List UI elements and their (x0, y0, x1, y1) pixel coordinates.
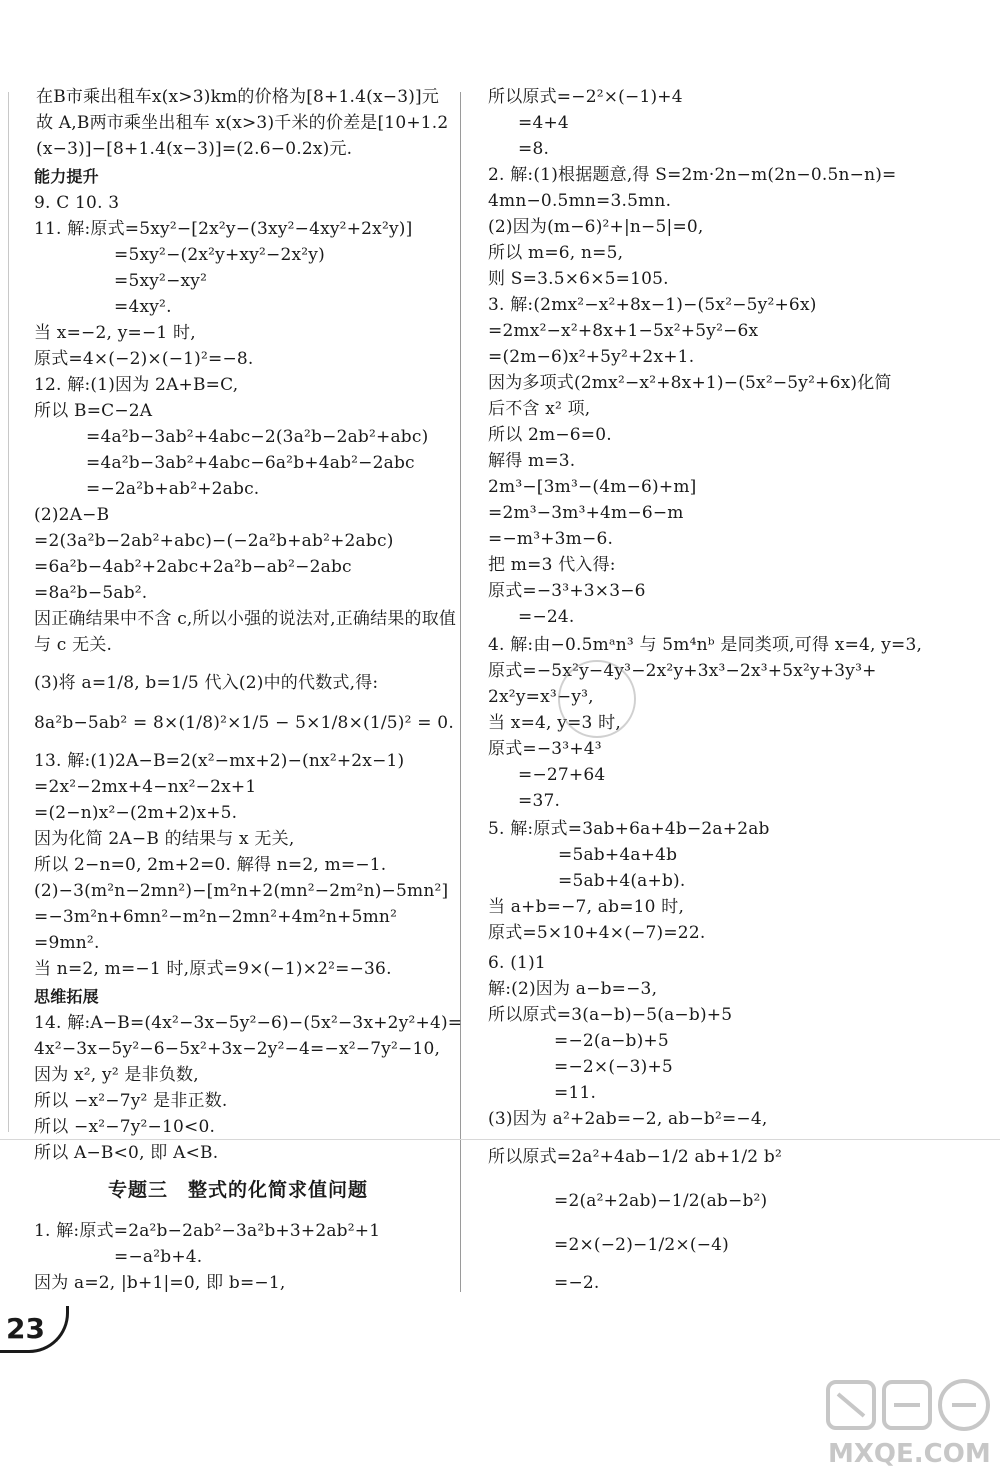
answer-line: 因为化简 2A−B 的结果与 x 无关, (34, 829, 295, 849)
answer-line: =8. (518, 139, 550, 159)
section-heading: 思维拓展 (34, 987, 99, 1006)
answer-line: 因为多项式(2mx²−x²+8x+1)−(5x²−5y²+6x)化简 (488, 373, 892, 393)
answer-line: 把 m=3 代入得: (488, 555, 616, 575)
answer-line: 4. 解:由−0.5mᵃn³ 与 5m⁴nᵇ 是同类项,可得 x=4, y=3, (488, 635, 923, 655)
answer-line: =−a²b+4. (114, 1247, 203, 1267)
answer-line: (2)因为(m−6)²+|n−5|=0, (488, 217, 704, 237)
answer-line: 原式=5×10+4×(−7)=22. (488, 923, 706, 943)
answer-line: 2. 解:(1)根据题意,得 S=2m·2n−m(2n−0.5n−n)= (488, 165, 897, 185)
answer-line: =(2−n)x²−(2m+2)x+5. (34, 803, 238, 823)
answer-line: =5xy²−xy² (114, 271, 208, 291)
answer-line: =5ab+4(a+b). (558, 871, 686, 891)
answer-line: 所以 −x²−7y²−10<0. (34, 1117, 216, 1137)
answer-line: 所以 2m−6=0. (488, 425, 612, 445)
answer-line: =5ab+4a+4b (558, 845, 678, 865)
section-heading: 能力提升 (34, 167, 99, 186)
answer-line: 原式=−3³+4³ (488, 739, 602, 759)
answer-line: =(2m−6)x²+5y²+2x+1. (488, 347, 695, 367)
answer-line: 2x²y=x³−y³, (488, 687, 594, 707)
answer-line: =−2a²b+ab²+2abc. (86, 479, 260, 499)
answer-line: 所以原式=3(a−b)−5(a−b)+5 (488, 1005, 733, 1025)
answer-line: (x−3)]−[8+1.4(x−3)]=(2.6−0.2x)元. (36, 139, 353, 159)
answer-line: 因为 a=2, |b+1|=0, 即 b=−1, (34, 1273, 286, 1293)
answer-line: =2mx²−x²+8x+1−5x²+5y²−6x (488, 321, 759, 341)
answer-line: =−2. (554, 1273, 600, 1293)
answer-line: =−24. (518, 607, 575, 627)
watermark-url: MXQE.COM (828, 1439, 991, 1469)
answer-line: 原式=−5x²y−4y³−2x²y+3x³−2x³+5x²y+3y³+ (488, 661, 877, 681)
answer-line: 与 c 无关. (34, 635, 113, 655)
answer-line: =4xy². (114, 297, 172, 317)
section-title: 专题三 整式的化简求值问题 (108, 1179, 369, 1201)
answer-line: 所以原式=−2²×(−1)+4 (488, 87, 683, 107)
faded-stamp (558, 660, 636, 738)
answer-line: 原式=−3³+3×3−6 (488, 581, 646, 601)
answer-line: 所以原式=2a²+4ab−1/2 ab+1/2 b² (488, 1147, 783, 1167)
page-number: 23 (6, 1312, 45, 1345)
answer-line: =2(3a²b−2ab²+abc)−(−2a²b+ab²+2abc) (34, 531, 394, 551)
answer-line: =5xy²−(2x²y+xy²−2x²y) (114, 245, 325, 265)
answer-line: =2(a²+2ab)−1/2(ab−b²) (554, 1191, 768, 1211)
watermark-logo-graphic (822, 1376, 1000, 1471)
answer-line: 所以 A−B<0, 即 A<B. (34, 1143, 219, 1163)
answer-line: 当 n=2, m=−1 时,原式=9×(−1)×2²=−36. (34, 959, 392, 979)
answer-line: 因正确结果中不含 c,所以小强的说法对,正确结果的取值 (34, 609, 457, 629)
watermark-logo (822, 1376, 1000, 1471)
answer-line: 所以 2−n=0, 2m+2=0. 解得 n=2, m=−1. (34, 855, 387, 875)
answer-line: =−2×(−3)+5 (554, 1057, 673, 1077)
answer-line: =4a²b−3ab²+4abc−6a²b+4ab²−2abc (86, 453, 415, 473)
answer-line: 原式=4×(−2)×(−1)²=−8. (34, 349, 254, 369)
answer-line: 9. C 10. 3 (34, 193, 120, 213)
answer-line: 1. 解:原式=2a²b−2ab²−3a²b+3+2ab²+1 (34, 1221, 381, 1241)
answer-line: =8a²b−5ab². (34, 583, 148, 603)
answer-line: =9mn². (34, 933, 100, 953)
answer-line: 3. 解:(2mx²−x²+8x−1)−(5x²−5y²+6x) (488, 295, 817, 315)
answer-line: 后不含 x² 项, (488, 399, 591, 419)
answer-line: 8a²b−5ab² = 8×(1/8)²×1/5 − 5×1/8×(1/5)² = 0. (34, 713, 454, 733)
answer-line: 所以 −x²−7y² 是非正数. (34, 1091, 228, 1111)
answer-line: =2×(−2)−1/2×(−4) (554, 1235, 730, 1255)
answer-line: 因为 x², y² 是非负数, (34, 1065, 199, 1085)
answer-line: =4+4 (518, 113, 569, 133)
answer-line: (3)因为 a²+2ab=−2, ab−b²=−4, (488, 1109, 768, 1129)
answer-line: =−27+64 (518, 765, 606, 785)
left-margin-rule (8, 92, 9, 1132)
answer-line: 5. 解:原式=3ab+6a+4b−2a+2ab (488, 819, 770, 839)
answer-line: =2x²−2mx+4−nx²−2x+1 (34, 777, 257, 797)
answer-line: =−m³+3m−6. (488, 529, 614, 549)
answer-line: 所以 B=C−2A (34, 401, 153, 421)
answer-line: 14. 解:A−B=(4x²−3x−5y²−6)−(5x²−3x+2y²+4)= (34, 1013, 463, 1033)
answer-line: 在B市乘出租车x(x>3)km的价格为[8+1.4(x−3)]元 (36, 87, 440, 107)
answer-line: =−3m²n+6mn²−m²n−2mn²+4m²n+5mn² (34, 907, 398, 927)
answer-line: =37. (518, 791, 561, 811)
answer-line: =−2(a−b)+5 (554, 1031, 669, 1051)
answer-line: (2)−3(m²n−2mn²)−[m²n+2(mn²−2m²n)−5mn²] (34, 881, 449, 901)
answer-line: 4x²−3x−5y²−6−5x²+3x−2y²−4=−x²−7y²−10, (34, 1039, 441, 1059)
answer-line: (3)将 a=1/8, b=1/5 代入(2)中的代数式,得: (34, 673, 379, 693)
answer-line: 解得 m=3. (488, 451, 576, 471)
answer-line: 当 a+b=−7, ab=10 时, (488, 897, 685, 917)
answer-line: =11. (554, 1083, 597, 1103)
answer-line: 故 A,B两市乘坐出租车 x(x>3)千米的价差是[10+1.2 (36, 113, 449, 133)
answer-line: 当 x=4, y=3 时, (488, 713, 621, 733)
page-number-badge (0, 1306, 69, 1353)
answer-line: 解:(2)因为 a−b=−3, (488, 979, 658, 999)
answer-line: 13. 解:(1)2A−B=2(x²−mx+2)−(nx²+2x−1) (34, 751, 405, 771)
column-divider (460, 92, 461, 1292)
answer-line: 4mn−0.5mn=3.5mn. (488, 191, 672, 211)
answer-line: =6a²b−4ab²+2abc+2a²b−ab²−2abc (34, 557, 352, 577)
answer-line: 则 S=3.5×6×5=105. (488, 269, 669, 289)
answer-line: 所以 m=6, n=5, (488, 243, 624, 263)
answer-line: =2m³−3m³+4m−6−m (488, 503, 684, 523)
answer-line: 当 x=−2, y=−1 时, (34, 323, 196, 343)
section-divider (0, 1139, 1000, 1140)
answer-line: 12. 解:(1)因为 2A+B=C, (34, 375, 239, 395)
answer-line: 11. 解:原式=5xy²−[2x²y−(3xy²−4xy²+2x²y)] (34, 219, 413, 239)
answer-line: (2)2A−B (34, 505, 110, 525)
answer-line: 2m³−[3m³−(4m−6)+m] (488, 477, 697, 497)
answer-line: =4a²b−3ab²+4abc−2(3a²b−2ab²+abc) (86, 427, 429, 447)
answer-line: 6. (1)1 (488, 953, 546, 973)
